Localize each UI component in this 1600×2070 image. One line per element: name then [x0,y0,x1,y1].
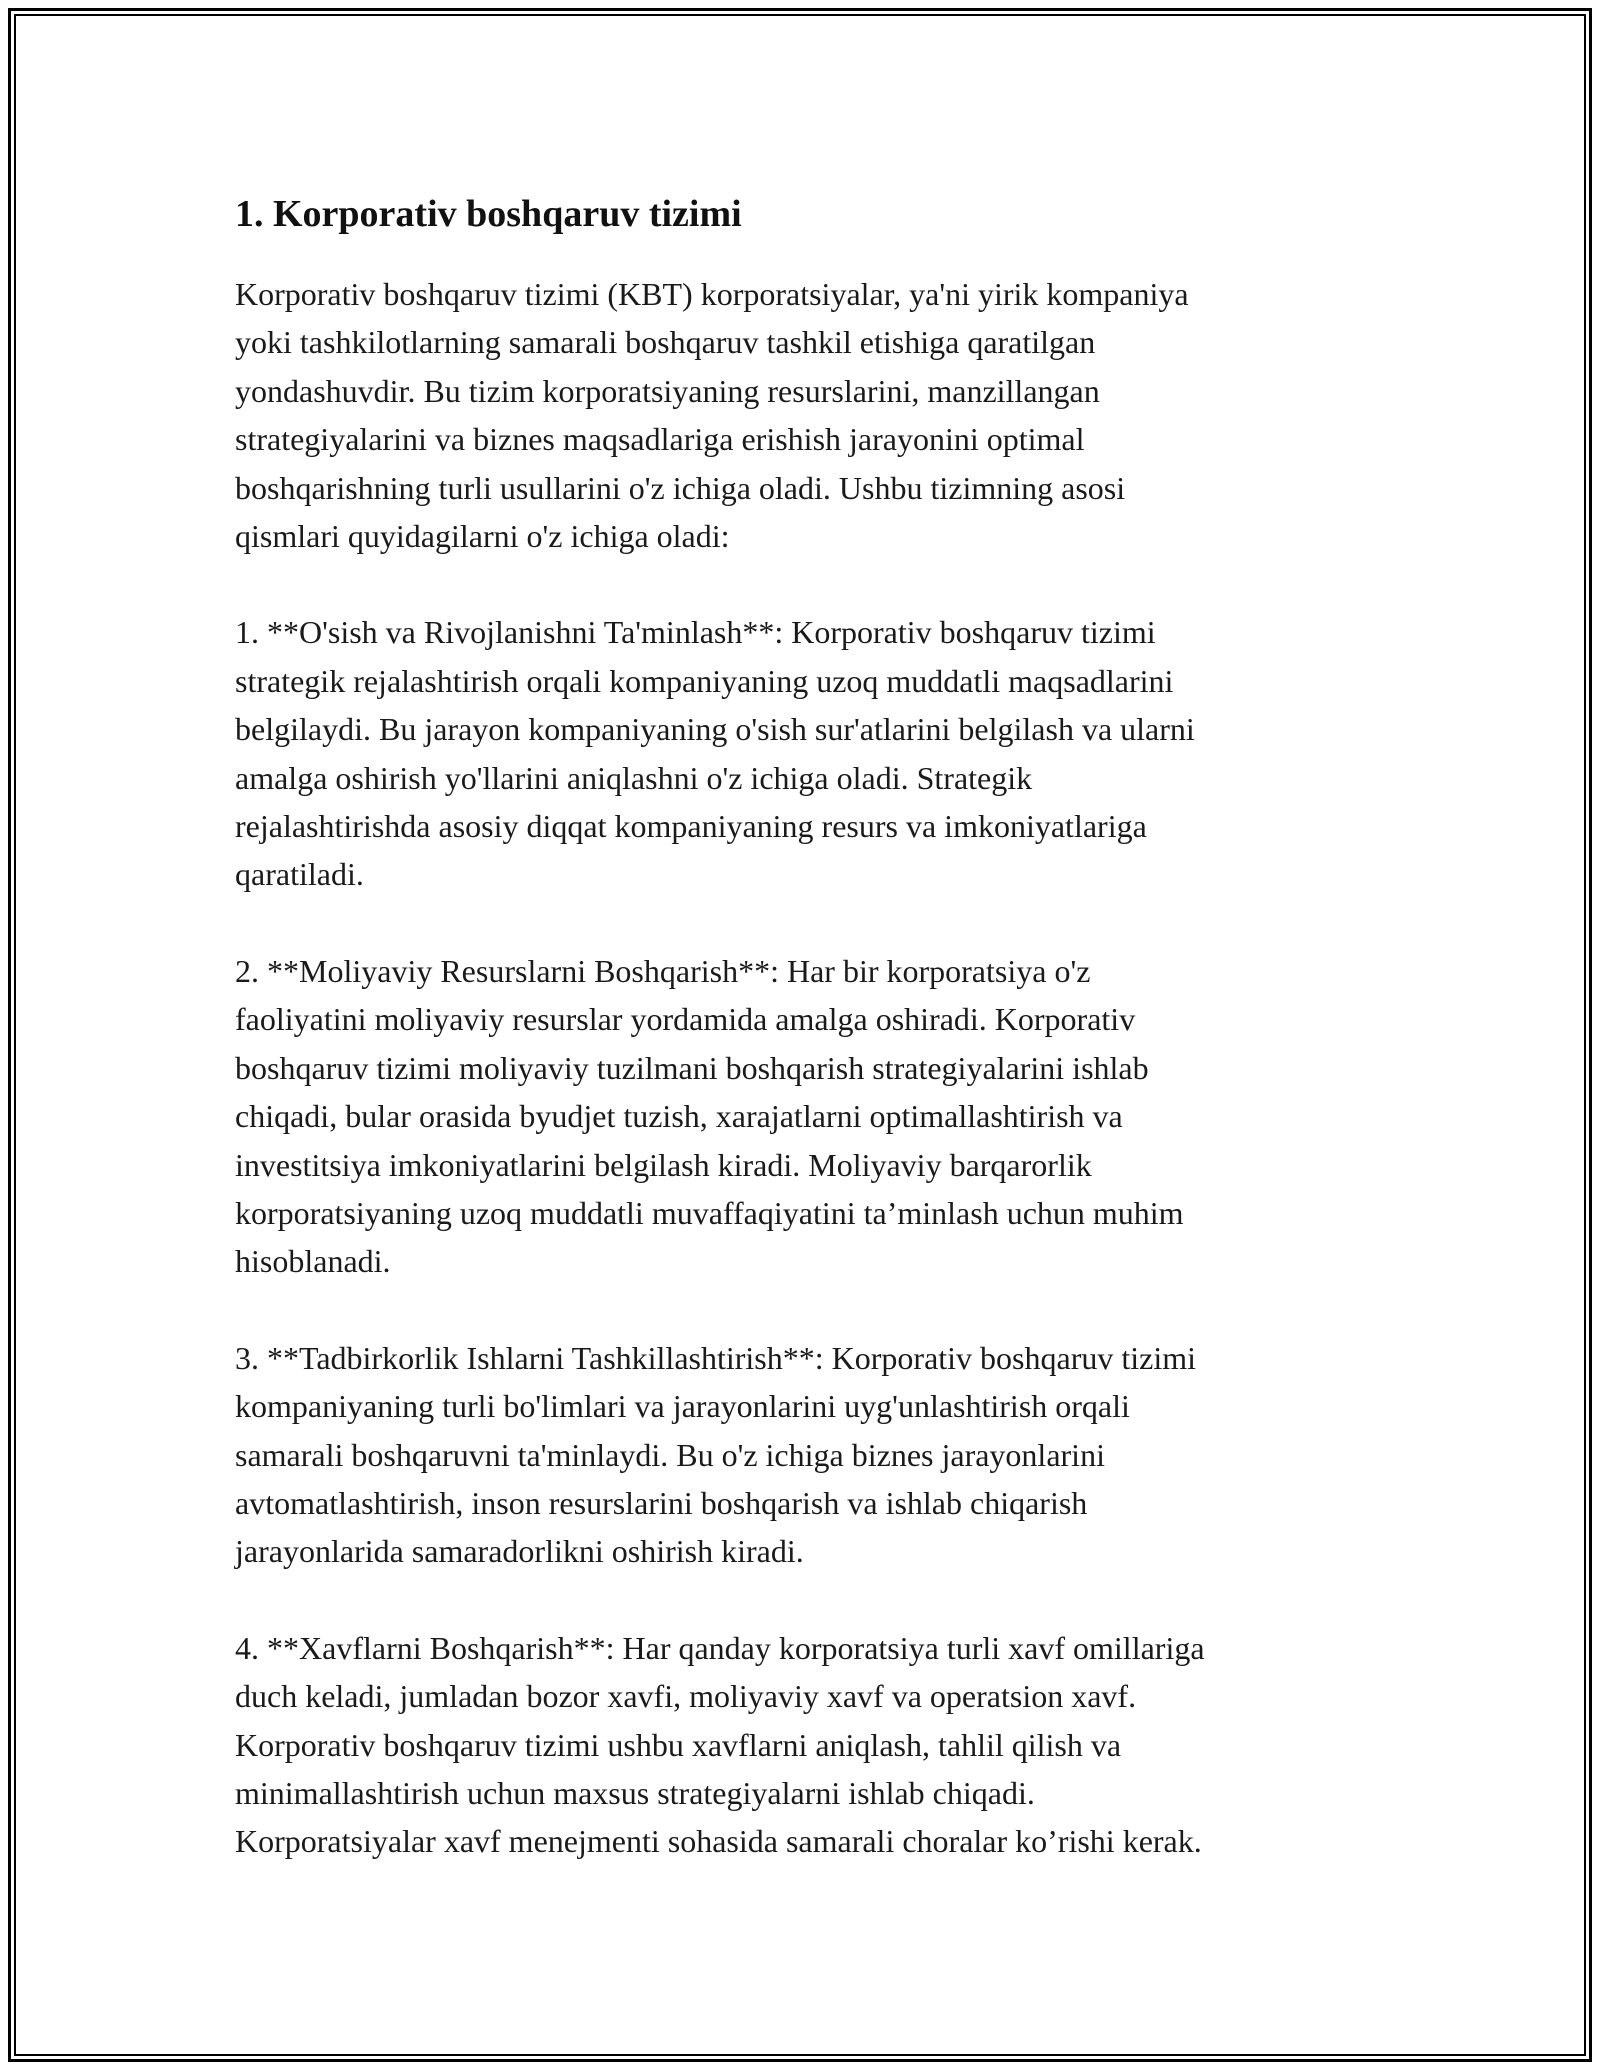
document-body [235,188,1375,1914]
list-item-1-paragraph: 1. **O'sish va Rivojlanishni Ta'minlash**: Korporativ boshqaruv tizimi strategik rejalashtirish orqali kompaniyaning uzoq muddatli maqsadlarini belgilaydi. Bu jarayon kompaniyaning o'sish sur'atlarini belgilash va ularni amalga oshirish yo'llarini aniqlashni o'z ichiga oladi. Strategik rejalashtirishda asosiy diqqat kompaniyaning resurs va imkoniyatlariga qaratiladi. [235,614,1195,893]
list-item-3-paragraph: 3. **Tadbirkorlik Ishlarni Tashkillashtirish**: Korporativ boshqaruv tizimi kompaniyaning turli bo'limlari va jarayonlarini uyg'unlashtirish orqali samarali boshqaruvni ta'minlaydi. Bu o'z ichiga biznes jarayonlarini avtomatlashtirish, inson resurslarini boshqarish va ishlab chiqarish jarayonlarida samaradorlikni oshirish kiradi. [235,1339,1197,1570]
intro-paragraph: Korporativ boshqaruv tizimi (KBT) korporatsiyalar, ya'ni yirik kompaniya yoki tashkilotlarning samarali boshqaruv tashkil etishiga qaratilgan yondashuvdir. Bu tizim korporatsiyaning resurslarini, manzillangan strategiyalarini va biznes maqsadlariga erishish jarayonini optimal boshqarishning turli usullarini o'z ichiga oladi. Ushbu tizimning asosi qismlari quyidagilarni o'z ichiga oladi: [235,276,1189,555]
list-item-4-paragraph: 4. **Xavflarni Boshqarish**: Har qanday korporatsiya turli xavf omillariga duch keladi, jumladan bozor xavfi, moliyaviy xavf va operatsion xavf. Korporativ boshqaruv tizimi ushbu xavflarni aniqlash, tahlil qilish va minimallashtirish uchun maxsus strategiyalarni ishlab chiqadi. Korporatsiyalar xavf menejmenti sohasida samarali choralar ko’rishi kerak. [235,1629,1205,1860]
document-title: 1. Korporativ boshqaruv tizimi [235,193,742,235]
list-item-2-paragraph: 2. **Moliyaviy Resurslarni Boshqarish**: Har bir korporatsiya o'z faoliyatini moliyaviy resurslar yordamida amalga oshiradi. Korporativ boshqaruv tizimi moliyaviy tuzilmani boshqarish strategiyalarini ishlab chiqadi, bular orasida byudjet tuzish, xarajatlarni optimallashtirish va investitsiya imkoniyatlarini belgilash kiradi. Moliyaviy barqarorlik korporatsiyaning uzoq muddatli muvaffaqiyatini ta’minlash uchun muhim hisoblanadi. [235,952,1184,1280]
